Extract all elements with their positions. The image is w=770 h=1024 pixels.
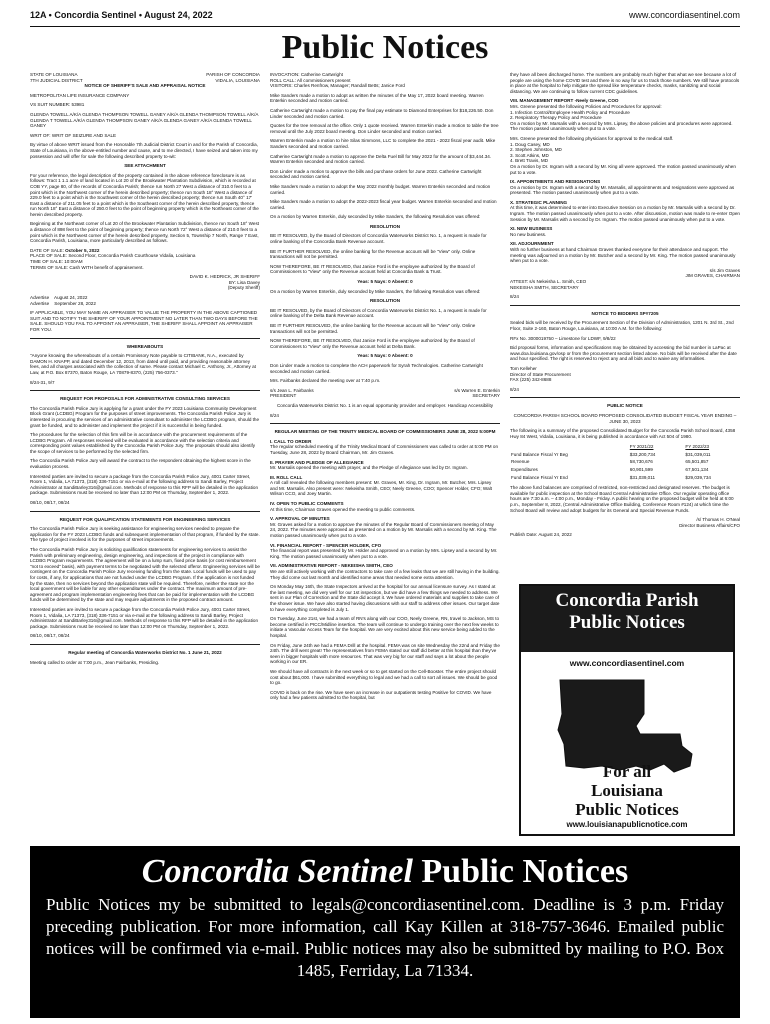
label: VISITORS: bbox=[270, 83, 293, 89]
notice-paragraph: Beginning at the Northeast corner of Lot 20 of the Brookwater Plantation Subdivision, thence run South 18° West a distance of 898 feet to the point of beginning property; thence run North 72° West a distance of 210.0 feet to a point which is the Northwest corner of the herein described property, Section 5, Township 7 North, Range 7 East, Concordia Parish, Louisiana, more particularly described as follows. bbox=[30, 221, 260, 244]
resolution-paragraph: BE IT FURTHER RESOLVED, the online banking for the Revenue account will be "View" only. Online transactions will not be permitted. bbox=[270, 323, 476, 334]
contact-name: Tom Kelleher bbox=[510, 365, 537, 371]
label: TIME OF SALE: bbox=[30, 259, 63, 265]
label: Advertise bbox=[30, 295, 50, 300]
vote-tally: Yeas: 5 Nays: 0 Absent: 0 bbox=[357, 353, 413, 359]
notice-paragraph: The above fund balances are comprised of restricted, non-restricted and designated reserves. The budget is available for public inspection at the School Board Central Administrative Office. Our regular operating office hours are 7:30 a.m. – 4:00 p.m., Monday - Friday. A public hearing on the proposed budget will be held at 6:00 p.m., September 8, 2022, (Central Administrative Office Building, Conference Room #124) at which time the School Board will review and adopt budgets for its General and Special Revenue Funds. bbox=[510, 485, 734, 513]
banner-title bbox=[30, 852, 740, 892]
minutes-paragraph: COVID is back on the rise. We have seen an increase in our outpatients testing Positive for COVID. We have only had a few patients admitted to the hospital, but bbox=[270, 689, 492, 701]
see-attachment: SEE ATTACHMENT bbox=[124, 163, 166, 169]
ad-title-line2: Public Notices bbox=[569, 612, 685, 633]
list-item: 4. Brett Travis, MD bbox=[510, 158, 549, 164]
notice-paragraph: For your reference, the legal description of the property contained in the above reference foreclosure is as follows: Tract 1 1.1 acre of land located in Lot 20 of the Brookwater Plantation Subdivision, which is recorded at COB YY, page 80, of the records of Concordia Parish; thence run North 27 West a distance of 310.0 feet to a point which is the Northwest corner of the herein described property; thence run South 18° West a distance of 229.0 feet to a point which is the Southwest corner of the herein described property; thence run South 40° 17' East a distance of 211.05 feet to a point which is the Southeast corner of the herein described property, thence run North 18° East a distance of 250.0 feet to the point of beginning property which is the Northeast corner of the herein described property. bbox=[30, 172, 259, 217]
notice-paragraph: Interested parties are invited to secure a package from the Concordia Parish Police Jury, 4001 Carter Street, Room 1, Vidalia, LA 71373, (318) 336-7151 or via e-mail at the following address to Sandi Barley, Project Administrator at SandiBarley316@gmail.com. Methods of response to this RFP will be detailed in the application package. Submissions must be received no later than 12:00 PM on Thursday, September 1, 2022. bbox=[30, 473, 259, 496]
table-row bbox=[510, 451, 740, 459]
signature-president: s/s Jean L. Fairbanks bbox=[270, 387, 314, 393]
appraiser-notice: IF APPLICABLE, YOU MAY NAME AN APPRAISER TO VALUE THE PROPERTY IN THE ABOVE CAPTIONED SUIT AND TO NOTIFY THE SHERIFF OF YOUR APPOINTMENT NO LATER THAN TWO DAYS BEFORE THE SALE. SHOULD YOU FAIL TO APPOINT AN APPRAISER, THE SHERIFF SHALL APPOINT AN APPRAISER FOR YOU. bbox=[30, 310, 258, 332]
table-cell: $31,039,011 bbox=[629, 474, 656, 480]
agenda-heading: V. APPROVAL OF MINUTES bbox=[270, 516, 330, 522]
notice-paragraph: The Concordia Parish Police Jury is applying for a grant under the FY 2023 Louisiana Community Development Block Grant (LCDBG) Program for the purposes of street improvements. The Concordia Parish Police Jury is interested in procuring the services of an administrative consultant to administer the LCDBG program, should the grant be funded, and to administer and implement the project if it is successful in being funded. bbox=[30, 405, 260, 428]
notice-paragraph: Meeting called to order at 7:00 p.m., Jean Fairbanks, Presiding. bbox=[30, 659, 160, 665]
table-row bbox=[510, 458, 740, 466]
table-cell: $29,039,734 bbox=[685, 474, 711, 480]
table-cell: Fund Balance Fiscal Yr Beg bbox=[511, 451, 568, 457]
label: ROLL CALL: bbox=[270, 77, 296, 83]
minutes-paragraph: Don Linder made a motion to approve the bills and purchase orders for June 2022. Catherine Cartwright seconded and motion carried. bbox=[270, 168, 482, 180]
vote-tally: Yeas: 5 Nays: 0 Absent: 0 bbox=[357, 279, 413, 285]
ad-header bbox=[521, 586, 733, 652]
resolution-paragraph: BE IT RESOLVED, by the Board of Directors of Concordia Waterworks District No. 1, a request is made for online banking of the Concordia Bank Revenue account. bbox=[270, 233, 487, 245]
title-chairman: JIM GRAVES, CHAIRMAN bbox=[685, 273, 740, 279]
title-secretary: SECRETARY bbox=[472, 393, 500, 399]
divider bbox=[30, 644, 260, 645]
section-title: Regular meeting of Concordia Waterworks District No. 1 June 21, 2022 bbox=[68, 649, 222, 655]
caption-parish: PARISH OF CONCORDIA bbox=[206, 72, 260, 77]
value: Second Floor, Concordia Parish Courthouse Vidalia, Louisiana bbox=[68, 253, 196, 259]
ad-public-notices: Public Notices bbox=[575, 800, 679, 819]
section-title: PUBLIC NOTICE bbox=[607, 403, 643, 409]
ad-for-all: For all bbox=[602, 762, 652, 781]
minutes-paragraph: At this time, it was determined to enter into Executive Session on a motion by Mr. Marsalis with a second by Dr. Ingram. The motion passed unanimously when put to a vote. After discussion, motion was made to re-enter Open Session by Mr. Marsalis with a second by Dr. Ingram. The motion passed unanimously when put to a vote. bbox=[510, 205, 740, 222]
section-title: NOTICE TO BIDDERS SP#7205 bbox=[591, 310, 659, 316]
header-left: 12A • Concordia Sentinel • August 24, 2022 bbox=[30, 10, 213, 20]
divider bbox=[510, 305, 740, 306]
table-cell: Fund Balance Fiscal Yr End bbox=[511, 474, 568, 480]
agenda-heading: XII. ADJOURNMENT bbox=[510, 241, 554, 247]
minutes-paragraph: The financial report was presented by Mr. Holder and approved on a motion by Mrs. Lipsey and a second by Mr. King. The motion passed unanimously when put to a vote. bbox=[270, 548, 498, 559]
minutes-paragraph: On a motion by Dr. Ingram with a second by Mr. King all were approved. The motion passed unanimously when put to a vote. bbox=[510, 163, 736, 175]
caption-state: STATE OF LOUISIANA bbox=[30, 72, 78, 77]
banner-body: Public Notices my be submitted to legals@concordiasentinel.com. Deadline is 3 p.m. Friday preceding publication. For more information, call Kay Killen at 318-757-3646. Emailed public notices will be confirmed via e-mail. Public notices may also be submitted by mailing to P.O. Box 1485, Ferriday, La 71334. bbox=[46, 895, 724, 980]
minutes-paragraph: We are still actively working with the contractors to take care of a few leaks that we are still having in the building. They did come out last month and identified some areas that needed some extra attention. bbox=[270, 569, 500, 580]
public-notices-ad bbox=[519, 584, 735, 836]
page-title: Public Notices bbox=[281, 29, 489, 66]
by-line: BY: Lisa Davey bbox=[228, 279, 260, 285]
section-title: REQUEST FOR PROPOSALS FOR ADMINISTRATIVE CONSULTING SERVICES bbox=[60, 396, 230, 402]
table-row bbox=[510, 466, 740, 474]
minutes-paragraph: On a motion by Mr. Marsalis with a second by Mrs. Lipsey, the above policies and procedures were approved. The motion passed unanimously when put to a vote. bbox=[510, 120, 733, 132]
deputy-title: (Deputy Sheriff) bbox=[227, 285, 260, 291]
ad-title-line1: Concordia Parish bbox=[555, 590, 699, 611]
table-cell: 65,501,857 bbox=[685, 459, 709, 465]
divider bbox=[270, 423, 500, 424]
signature-titles bbox=[270, 393, 500, 399]
section-title: REGULAR MEETING OF THE TRINITY MEDICAL BOARD OF COMMISSIONERS JUNE 28, 2022 5:00PM bbox=[274, 429, 496, 435]
table-row bbox=[510, 474, 740, 482]
minutes-paragraph: At this time, Chairman Graves opened the meeting to public comments. bbox=[270, 506, 416, 512]
list-item: 1. Infection Control/Employee Health Policy and Procedure bbox=[510, 109, 630, 115]
notice-paragraph: Sealed bids will be received by the Procurement Section of the Division of Administration, 1201 N. 3rd St., 2nd Floor, Suite 2-160, Baton Rouge, Louisiana, at 10:00 A.M. for the following: bbox=[510, 320, 734, 331]
notice-paragraph: Interested parties are invited to secure a package from the Concordia Parish Police Jury, 4001 Carter Street, Room 1, Vidalia, LA 71373, (318) 336-7151 or via e-mail at the following address to Sandi Barley, Project Administrator at SandiBarley316@gmail.com. Methods of response to this RFP will be detailed in the application package. Submissions must be received no later than 12:00 PM on Thursday, September 1, 2022. bbox=[30, 606, 259, 629]
submission-banner bbox=[30, 846, 740, 1018]
resolution-paragraph: BE IT RESOLVED, by the Board of Directors of Concordia Waterworks District No. 1, a request is made for online banking of the Delta Bank Revenue account. bbox=[270, 307, 487, 319]
publish-dates: 8/24 bbox=[270, 412, 279, 418]
title-president: PRESIDENT bbox=[270, 393, 297, 399]
list-item: 2. Stephen Johnston, MD bbox=[510, 147, 562, 153]
value: Cash WITH benefit of appraisement. bbox=[69, 264, 144, 270]
table-header-row bbox=[510, 443, 740, 451]
header-rule bbox=[30, 26, 740, 27]
table-header bbox=[510, 443, 629, 451]
minutes-paragraph: Don Linder made a motion to complete the ACH paperwork for Syrah Technologies. Catherine Cartwright seconded and motion carried. bbox=[270, 362, 483, 374]
table-cell: 60,901,599 bbox=[629, 467, 653, 473]
minutes-paragraph: On a motion by Dr. Ingram with a second by Mr. Marsalis, all appointments and resignations were approved as presented. The motion passed unanimously when put to a vote. bbox=[510, 184, 735, 196]
value: October 5, 2022 bbox=[65, 247, 100, 253]
minutes-paragraph: On Monday May 16th, the State Inspectors arrived at the hospital for our annual licensure survey. As I stated at the last meeting, we did very well for our 1st inspection, but we did have a few things we needed to address. We sent in our Plan of Correction and the State did accept it. We have ordered materials and supplies to take care of the shower issue. We have also started having discussions with our staff to address other issues. Our target date to have everything completed is July 1. bbox=[270, 584, 500, 612]
notice-paragraph: "Anyone knowing the whereabouts of a certain Promissory Note payable to CITIBANK, N.A., executed by DAMON H. KNAPP, and dated December 12, 2013, from dated until paid, and providing reasonable attorney fees, and all charges associated with the collection of same. Please contact Michael C. Anthony, Jr., Attorney at Law, at P.O. Box 87370, Baton Rouge, LA 70879-8370, (225) 756-0373." bbox=[30, 353, 256, 375]
notice-paragraph: Bid proposal forms, information and specifications may be obtained by accessing the bid number in LaPac at www.doa.louisiana.gov/osp or from the procurement section listed above. No bids will be received after the date and hour specified. The right is reserved to reject any and all bids and to waive any informalities. bbox=[510, 345, 737, 362]
contact-title: Director of State Procurement bbox=[510, 371, 571, 377]
minutes-paragraph: No new business. bbox=[510, 231, 547, 237]
section-title: WHEREABOUTS bbox=[126, 343, 164, 349]
caption-district: 7TH JUDICIAL DISTRICT bbox=[30, 77, 83, 83]
section-title: REQUEST FOR QUALIFICATION STATEMENTS FOR ENGINEERING SERVICES bbox=[59, 516, 231, 522]
writ: WRIT OF: WRIT OF SEIZURE AND SALE bbox=[30, 132, 117, 138]
defendants: GLENDA TOWELL A/K/A GLENDA THOMPSON TOWELL GANEY A/K/A GLENDA THOMPSON TOWELL A/K/A GLENDA T TOWELL A/K/A GLENDA THOMPSON GANEY A/K/A GLENDA GANEY A/K/A GLENDA TOWELL GANEY bbox=[30, 111, 259, 129]
minutes-paragraph: Quotes for the tree removal at the office. Only 1 quote received. Warren Enterkin made a motion to table the tree removal until the July 2022 board meeting. Don Linder seconded and motion carried. bbox=[270, 123, 499, 134]
page-header bbox=[30, 10, 740, 24]
notice-paragraph: The procedures for the selection of this firm will be in accordance with the procurement requirements of the LCDBG Program. All responses received will be evaluated in accordance with the selection criteria and corresponding point values established by the Concordia Parish Police Jury. The proposals should also identify the scope of services to be performed by the selected firm. bbox=[30, 432, 256, 454]
notice-title: NOTICE OF SHERIFF'S SALE AND APPRAISAL NOTICE bbox=[84, 83, 206, 89]
minutes-paragraph: A roll call revealed the following members present: Mr. Graves, Mr. King, Dr. Ingram, Mr. Butcher, Mrs. Lipsey and Mr. Marsalis. Also present were: Nekeisha Smith, CEO; Neely Greene, COO; Spencer Holder, CFO; Walt Wilson CCO, and Joey Martin. bbox=[270, 480, 492, 497]
table-header: FY 2022/23 bbox=[685, 444, 710, 450]
attest-title: NEKEISHA SMITH, SECRETARY bbox=[510, 284, 579, 290]
eeo-statement: Concordia Waterworks District No. 1 is an equal opportunity provider and employer. Handicap Accessibility bbox=[276, 402, 494, 408]
minutes-paragraph: On a motion by Warren Enterkin, duly seconded by Mike Sanders, the following Resolution was offered: bbox=[270, 288, 481, 294]
sheriff-name: DAVID K. HEDRICK, JR SHERIFF bbox=[189, 274, 260, 280]
table-cell: $33,200,734 bbox=[629, 451, 656, 457]
divider bbox=[30, 390, 260, 391]
agenda-heading: II. PRAYER AND PLEDGE OF ALLEGIANCE bbox=[270, 459, 364, 465]
notice-paragraph: RFx No. 3000019750 – Limestone for LDWF, 9/8/22 bbox=[510, 335, 616, 341]
minutes-paragraph: Catherine Cartwright made a motion to approve the Delta Fuel Bill for May 2022 for the amount of $3,444.34. Warren Enterkin seconded and motion carried. bbox=[270, 153, 492, 165]
publish-dates: 8/24 bbox=[510, 386, 519, 392]
banner-title-rest: Public Notices bbox=[421, 853, 629, 890]
caption-city: VIDALIA, LOUISIANA bbox=[215, 77, 260, 83]
publish-dates: 08/10, 08/17, 08/24 bbox=[30, 633, 70, 639]
table-cell: $31,039,011 bbox=[685, 451, 711, 457]
divider bbox=[30, 338, 260, 339]
resolution-paragraph: NOW THEREFORE, BE IT RESOLVED, that Janice Ford is the employee authorized by the Board of Commissioners to "View" only the Revenue account held at Delta Bank. bbox=[270, 338, 475, 349]
publish-date: Publish Date: August 24, 2022 bbox=[510, 532, 572, 538]
title-cfo: Director Business Affairs/CFO bbox=[679, 522, 740, 528]
agenda-heading: X. STRATEGIC PLANNING bbox=[510, 199, 568, 205]
sale-terms bbox=[30, 265, 260, 271]
minutes-paragraph: The regular scheduled meeting of the Trinity Medical Board of Commissioners was called to order at 5:00 PM on Tuesday, June 28, 2022 by Board Chairman, Mr. Jim Graves. bbox=[270, 444, 499, 455]
contact-fax: FAX (225) 342-8688 bbox=[510, 377, 552, 383]
minutes-paragraph: Mr. Marsalis opened the meeting with prayer, and the Pledge of Allegiance was led by Dr. Ingram. bbox=[270, 465, 468, 471]
agenda-heading: I. CALL TO ORDER bbox=[270, 438, 312, 444]
plaintiff: METROPOLITAN LIFE INSURANCE COMPANY bbox=[30, 92, 130, 98]
minutes-paragraph: Catherine Cartwright made a motion to pay the final pay estimate to Diamond Enterprises for $18,226.50. Don Linder seconded and motion carried. bbox=[270, 107, 494, 119]
budget-title: CONCORDIA PARISH SCHOOL BOARD PROPOSED CONSOLIDATED BUDGET FISCAL YEAR ENDING – JUNE 30, 2023 bbox=[513, 412, 737, 424]
minutes-paragraph: On Friday, June 24th we had a FEMA Drill at the hospital. FEMA was on site Wednesday the 22nd and Friday the 24th. The drill went great! The representatives from FEMA stated our staff did better at this hospital than they've seen in bigger hospitals with more resources. That was very big for our staff and says a lot about the people working in our ER. bbox=[270, 642, 500, 665]
divider bbox=[510, 397, 740, 398]
notice-paragraph: The following is a summary of the proposed Consolidated Budget for the Concordia Parish School Board, 4358 Hwy 84 West, Vidalia, Louisiana, it is being published in accordance with Act 504 of 1980. bbox=[510, 428, 736, 439]
minutes-paragraph: they have all been discharged home. The numbers are probably much higher that what we see because a lot of people are using the home COVID test and there is no way for us to track those numbers. We still have protocols in place at the hospital to help mitigate the spread like temperature checks, masks, sanitizing and social distancing. We are continuing to follow current CDC guidelines. bbox=[510, 72, 740, 94]
signature-chairman: s/s Jim Graves bbox=[709, 267, 740, 273]
publish-dates: 8/24 bbox=[510, 294, 519, 300]
minutes-paragraph: Mrs. Fairbanks declared the meeting over at 7:40 p.m. bbox=[270, 378, 381, 384]
agenda-heading: IX. APPOINTMENTS AND RESIGNATIONS bbox=[510, 179, 601, 185]
list-item: 3. Scott Atkins, MD bbox=[510, 152, 549, 158]
minutes-paragraph: Mrs. Greene presented the following physicians for approval to the medical staff. bbox=[510, 135, 674, 141]
ad-url-2[interactable]: www.louisianapublicnotice.com bbox=[566, 820, 688, 829]
agenda-heading: VIII. MANAGEMENT REPORT -Neely Greene, COO bbox=[510, 98, 619, 104]
value: All commissioners present bbox=[296, 77, 351, 83]
notice-paragraph: The Concordia Parish Police Jury will award the contract to the respondent obtaining the highest score in the evaluation process. bbox=[30, 458, 251, 470]
ad-footer bbox=[521, 762, 733, 830]
column-2 bbox=[270, 72, 500, 834]
resolution-paragraph: NOW THEREFORE, BE IT RESOLVED, that Janice Ford is the employee authorized by the Board of Commissioners to "View" only the Revenue account held at Concordia Bank & Trust. bbox=[270, 263, 475, 275]
minutes-paragraph: Mike Sanders made a motion to adopt the 2022-2023 fiscal year budget. Warren Enterkin seconded and motion carried. bbox=[270, 199, 497, 210]
minutes-paragraph: On Tuesday, June 21st, we had a team of RN's along with our COO, Neely Greene, RN, travel to Jackson, MS to become certified in PICC/Midline insertion. The team will continue to undergo training over the next few weeks to initiate a Vascular Access Team for the hospital. We are very excited about this new service being added to the hospital. bbox=[270, 616, 500, 638]
table-cell: 67,501,134 bbox=[685, 467, 709, 473]
table-header: FY 2021/22 bbox=[629, 444, 654, 450]
minutes-paragraph: Mike Sanders made a motion to adopt the May 2022 monthly budget. Warren Enterkin seconded and motion carried. bbox=[270, 183, 491, 195]
notice-paragraph: The Concordia Parish Police Jury is soliciting qualification statements for engineering services to assist the Parish with preliminary engineering, design engineering, and inspections of the project in compliance with LCDBG Program requirements. The agreement will be on a lump sum, fixed price basis (or cost reimbursement "not to exceed" basis), with payment terms to be negotiated with the selected offeror. Engineering services will be contingent on the Concordia Parish Police Jury receiving funding from the state. Local funds will be used to pay for costs, if any, for applications that are not funded under the LCDBG Program. If the application is not funded by the state, then no services beyond the application state will be required. Therefore, neither the state nor the local government will be liable for any other expenditures under the contract. The maximum amount of pre-agreement and program implementation engineering fees that can be paid for implementation with the LCDBG funds will be determined by the state and may require adjustments in the proposed contract amount. bbox=[30, 547, 260, 603]
value: 10:00AM bbox=[64, 259, 83, 265]
table-cell: 58,730,676 bbox=[629, 459, 653, 465]
list-item: 2. Respiratory Therapy Policy and Procedure bbox=[510, 115, 602, 121]
ad-url[interactable]: www.concordiasentinel.com bbox=[569, 658, 685, 668]
label: DATE OF SALE: bbox=[30, 247, 64, 253]
label: PLACE OF SALE: bbox=[30, 253, 68, 259]
ad-louisiana: Louisiana bbox=[591, 781, 663, 800]
table-cell: Revenue bbox=[511, 459, 530, 465]
column-1 bbox=[30, 72, 260, 834]
agenda-heading: VII. ADMINISTRATIVE REPORT - NEKEISHA SMITH, CEO bbox=[270, 563, 393, 569]
minutes-paragraph: With no further business at hand Chairman Graves thanked everyone for their attendance and support. The meeting was adjourned on a motion by Mr. Butcher and a second by Mr. King. The motion passed unanimously when put to a vote. bbox=[510, 247, 736, 264]
minutes-paragraph: On a motion by Warren Enterkin, duly seconded by Mike Sanders, the following Resolution was offered: bbox=[270, 214, 481, 220]
table-cell: Expenditures bbox=[511, 467, 538, 473]
visitors bbox=[270, 83, 500, 89]
resolution-heading: RESOLUTION bbox=[369, 298, 401, 304]
minutes-paragraph: Mike Sanders made a motion to adopt as written the minutes of the May 17, 2022 board meeting. Warren Enterkin seconded and motion carried. bbox=[270, 92, 484, 104]
notice-paragraph: The Concordia Parish Police Jury is seeking assistance for engineering services needed to prepare the application for the FY 2023 LCDBG funds and subsequent implementation of that program, if funded by the state. The type of project involved is for the purposes of street improvements. bbox=[30, 526, 260, 543]
value: Catherine Cartwright bbox=[300, 72, 343, 77]
agenda-heading: IV. OPEN TO PUBLIC COMMENTS bbox=[270, 501, 344, 507]
value: September 28, 2022 bbox=[54, 300, 96, 306]
divider bbox=[30, 511, 260, 512]
agenda-heading: VI. FINANCIAL REPORT - SPENCER HOLDER, CFO bbox=[270, 542, 382, 548]
list-item: 1. Doug Casey, MD bbox=[510, 141, 550, 147]
value: August 24, 2022 bbox=[54, 295, 88, 300]
label: TERMS OF SALE: bbox=[30, 264, 69, 270]
label: INVOCATION: bbox=[270, 72, 300, 77]
label: Advertise bbox=[30, 300, 50, 306]
agenda-heading: III. ROLL CALL bbox=[270, 474, 303, 480]
value: Charles Renfrow, Manager; Randall Betts; Janice Ford bbox=[293, 83, 405, 89]
publish-dates: 8/24-31, 9/7 bbox=[30, 379, 55, 385]
header-website[interactable]: www.concordiasentinel.com bbox=[628, 10, 740, 20]
agenda-heading: XI. NEW BUSINESS bbox=[510, 226, 553, 232]
publish-dates: 08/10, 08/17, 08/24 bbox=[30, 500, 70, 506]
minutes-paragraph: Mrs. Greene presented the following Policies and Procedures for approval: bbox=[510, 103, 662, 109]
notice-paragraph: By virtue of above WRIT issued from the Honorable 7th Judicial District Court in and for the Parish of Concordia, State of Louisiana, in the above-entitled number and cause, and to me directed, I have seized and taken into my possession and will offer for sale the following described property to-wit: bbox=[30, 142, 258, 159]
budget-table bbox=[510, 443, 740, 481]
attest-signature: ATTEST: s/s Nekeisha L. Smith, CEO bbox=[510, 279, 587, 284]
suit-number: VS SUIT NUMBER: 53981 bbox=[30, 102, 85, 108]
signature-cfo: /s/ Thomas H. O'Neal bbox=[696, 517, 740, 523]
advertise-date-2 bbox=[30, 301, 260, 307]
signature-secretary: s/s Warren E. Enterkin bbox=[454, 387, 500, 393]
minutes-paragraph: Mr. Graves asked for a motion to approve the minutes of the Regular Board of Commissioners meeting of May 24, 2022. The minutes were approved as presented on a motion by Mr. Marsalis with a second by Mr. King. The motion passed unanimously when put to a vote. bbox=[270, 521, 497, 539]
banner-title-brand: Concordia Sentinel bbox=[141, 853, 413, 890]
resolution-heading: RESOLUTION bbox=[369, 223, 401, 229]
minutes-paragraph: Warren Enterkin made a motion to hire Silas Simmons, LLC to complete the 2021 - 2022 fiscal year audit. Mike Sanders seconded and motion carried. bbox=[270, 138, 496, 149]
resolution-paragraph: BE IT FURTHER RESOLVED, the online banking for the Revenue account will be "View" only. Online transactions will not be permitted. bbox=[270, 248, 476, 260]
minutes-paragraph: We should have all contracts in the next week or so to get started on the Cell-Booster. The entire project should cost about $61,000. I have submitted everything to legal and we had a call to sort all issues. We should be good to go. bbox=[270, 668, 498, 686]
